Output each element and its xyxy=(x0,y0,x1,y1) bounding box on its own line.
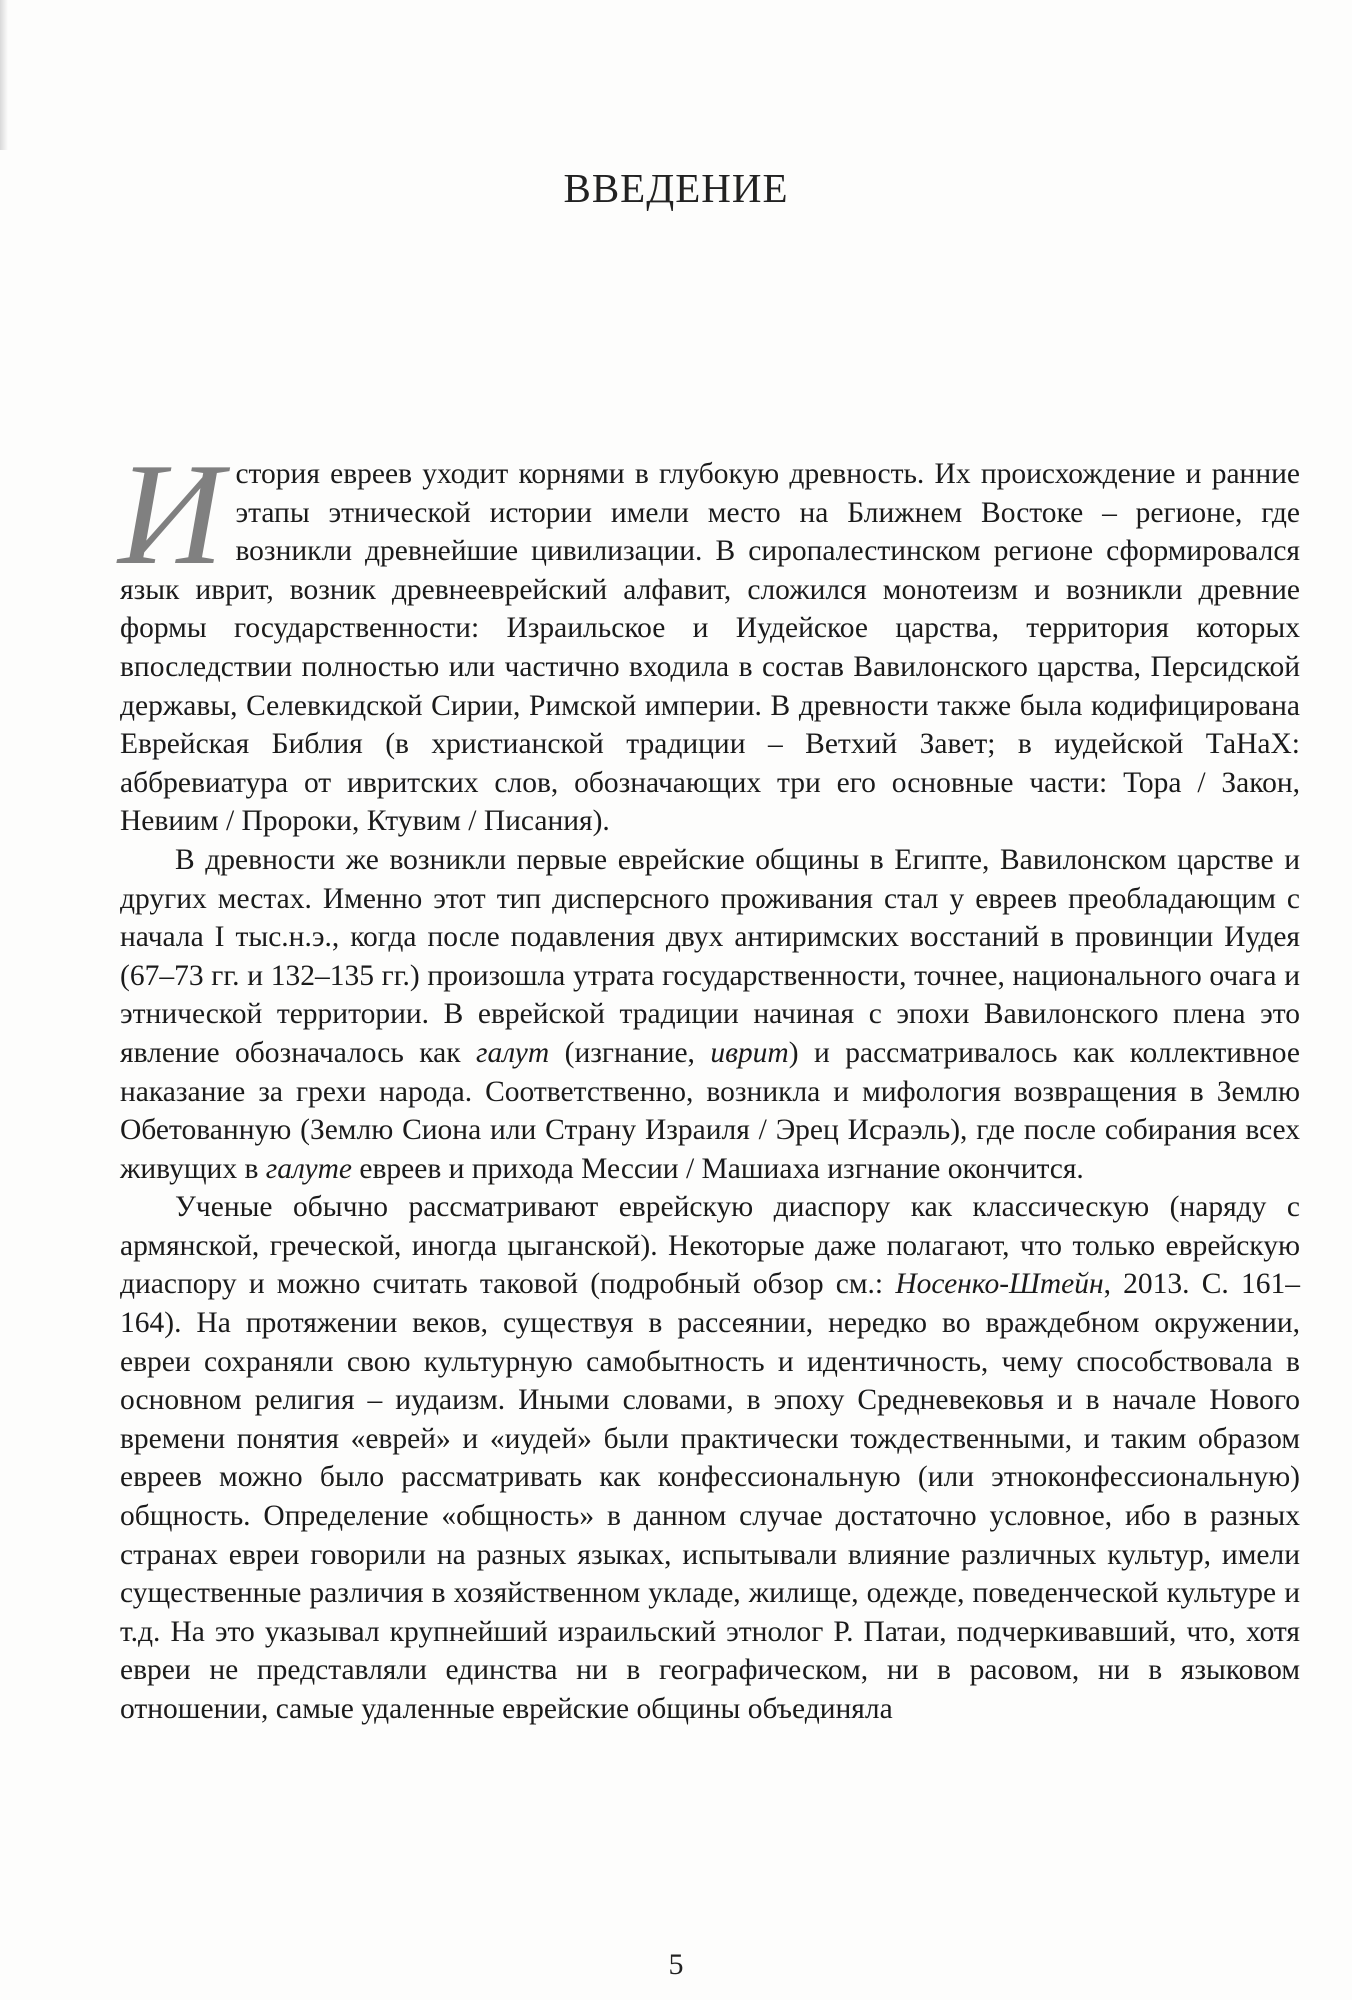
paragraph-2 xyxy=(120,841,1300,1188)
body-text xyxy=(118,433,1300,1729)
paragraph-2-text-b: (изгнание, xyxy=(549,1036,711,1069)
drop-cap: И xyxy=(118,433,224,595)
paragraph-1 xyxy=(118,433,1300,841)
paragraph-2-text-d: евреев и прихода Мессии / Машиаха изгнание окончится. xyxy=(352,1152,1084,1185)
paragraph-3-text-b: , 2013. С. 161–164). На протяжении веков, существуя в рассеянии, нередко во враждебном окружении, евреи сохраняли свою культурную самобытность и идентичность, чему способствовала в основном религия – иудаизм. Иными словами, в эпоху Средневековья и в начале Нового времени понятия «еврей» и «иудей» были практически тождественными, и таким образом евреев можно было рассматривать как конфессиональную (или этноконфессиональную) общность. Определение «общность» в данном случае достаточно условное, ибо в разных странах евреи говорили на разных языках, испытывали влияние различных культур, имели существенные различия в хозяйственном укладе, жилище, одежде, поведенческой культуре и т.д. На это указывал крупнейший израильский этнолог Р. Патаи, подчеркивавший, что, хотя евреи не представляли единства ни в географическом, ни в расовом, ни в языковом отношении, самые удаленные еврейские общины объединяла xyxy=(120,1268,1300,1725)
cited-author: Носенко-Штейн xyxy=(895,1268,1104,1301)
paragraph-2-text-c: ) и рассматривалось как коллективное наказание за грехи народа. Соответственно, возникла и мифология возвращения в Землю Обетованную (Землю Сиона или Страну Израиля / Эрец Исраэль), где после собирания всех живущих в xyxy=(120,1036,1300,1185)
paragraph-1-text: стория евреев уходит корнями в глубокую древность. Их происхождение и ранние этапы этнической истории имели место на Ближнем Востоке – регионе, где возникли древнейшие цивилизации. В сиропалестинском регионе сформировался язык иврит, возник древнееврейский алфавит, сложился монотеизм и возникли древние формы государственности: Израильское и Иудейское царства, территория которых впоследствии полностью или частично входила в состав Вавилонского царства, Персидской державы, Селевкидской Сирии, Римской империи. В древности также была кодифицирована Еврейская Библия (в христианской традиции – Ветхий Завет; в иудейской ТаНаХ: аббревиатура от ивритских слов, обозначающих три его основные части: Тора / Закон, Невиим / Пророки, Ктувим / Писания). xyxy=(120,458,1300,838)
chapter-title: ВВЕДЕНИЕ xyxy=(563,165,789,211)
term-galut: галут xyxy=(476,1036,550,1069)
page-gutter-shadow xyxy=(0,0,8,150)
paragraph-3-text-a: Ученые обычно рассматривают еврейскую диаспору как классическую (наряду с армянской, греческой, иногда цыганской). Некоторые даже полагают, что только еврейскую диаспору и можно считать таковой (подробный обзор см.: xyxy=(120,1191,1300,1301)
paragraph-3 xyxy=(120,1188,1300,1728)
paragraph-2-text-a: В древности же возникли первые еврейские общины в Египте, Вавилонском царстве и других местах. Именно этот тип дисперсного проживания стал у евреев преобладающим с начала I тыс.н.э., когда после подавления двух антиримских восстаний в провинции Иудея (67–73 гг. и 132–135 гг.) произошла утрата государственности, точнее, национального очага и этнической территории. В еврейской традиции начиная с эпохи Вавилонского плена это явление обозначалось как xyxy=(120,843,1300,1069)
page-number: 5 xyxy=(668,1948,684,1981)
term-galute: галуте xyxy=(265,1152,353,1185)
term-ivrit: иврит xyxy=(710,1036,789,1069)
